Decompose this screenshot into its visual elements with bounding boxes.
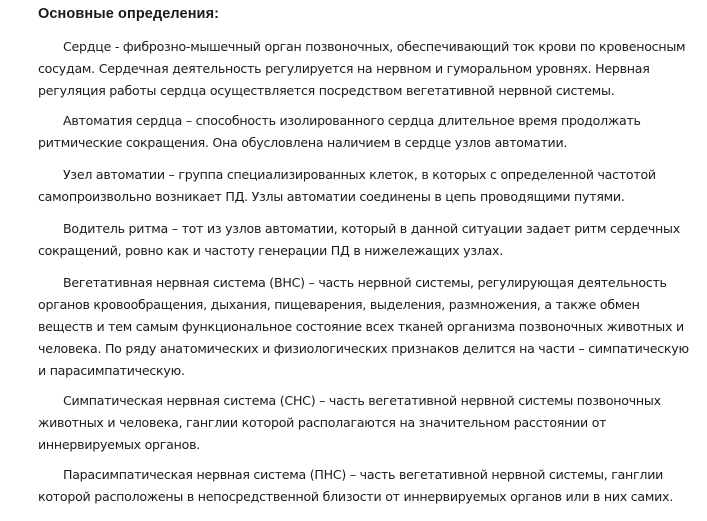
paragraph-line: сосудам. Сердечная деятельность регулируется на нервном и гуморальном уровнях. Нервная (38, 61, 650, 76)
definition-autonomic-nervous-system (38, 272, 689, 382)
paragraph-line: Вегетативная нервная система (ВНС) – часть нервной системы, регулирующая деятельность (63, 275, 667, 290)
definition-pacemaker (38, 218, 680, 262)
paragraph-line: веществ и тем самым функциональное состояние всех тканей организма позвоночных животных и (38, 319, 684, 334)
paragraph-line: регуляция работы сердца осуществляется посредством вегетативной нервной системы. (38, 83, 615, 98)
definition-automatism (38, 110, 641, 154)
paragraph-line: Парасимпатическая нервная система (ПНС) – часть вегетативной нервной системы, ганглии (63, 467, 664, 482)
paragraph-line: и парасимпатическую. (38, 363, 185, 378)
paragraph-line: животных и человека, ганглии которой располагаются на значительном расстоянии от (38, 415, 607, 430)
paragraph-line: Автоматия сердца – способность изолированного сердца длительное время продолжать (63, 113, 641, 128)
paragraph-line: ритмические сокращения. Она обусловлена наличием в сердце узлов автоматии. (38, 135, 568, 150)
definition-parasympathetic-nervous-system (38, 464, 673, 508)
definition-sympathetic-nervous-system (38, 390, 661, 456)
paragraph-line: человека. По ряду анатомических и физиологических признаков делится на части – симпатическую (38, 341, 689, 356)
paragraph-line: Сердце - фиброзно-мышечный орган позвоночных, обеспечивающий ток крови по кровеносным (63, 39, 686, 54)
paragraph-line: органов кровообращения, дыхания, пищеварения, выделения, размножения, а также обмен (38, 297, 640, 312)
paragraph-line: Водитель ритма – тот из узлов автоматии, который в данной ситуации задает ритм сердечных (63, 221, 680, 236)
paragraph-line: сокращений, ровно как и частоту генерации ПД в нижележащих узлах. (38, 243, 504, 258)
paragraph-line: самопроизвольно возникает ПД. Узлы автоматии соединены в цепь проводящими путями. (38, 189, 625, 204)
document-heading: Основные определения: (38, 6, 220, 22)
paragraph-line: иннервируемых органов. (38, 437, 200, 452)
definition-heart (38, 36, 685, 102)
paragraph-line: которой расположены в непосредственной близости от иннервируемых органов или в них самих. (38, 489, 673, 504)
definition-automatism-node (38, 164, 656, 208)
paragraph-line: Симпатическая нервная система (СНС) – часть вегетативной нервной системы позвоночных (63, 393, 661, 408)
paragraph-line: Узел автоматии – группа специализированных клеток, в которых с определенной частотой (63, 167, 656, 182)
